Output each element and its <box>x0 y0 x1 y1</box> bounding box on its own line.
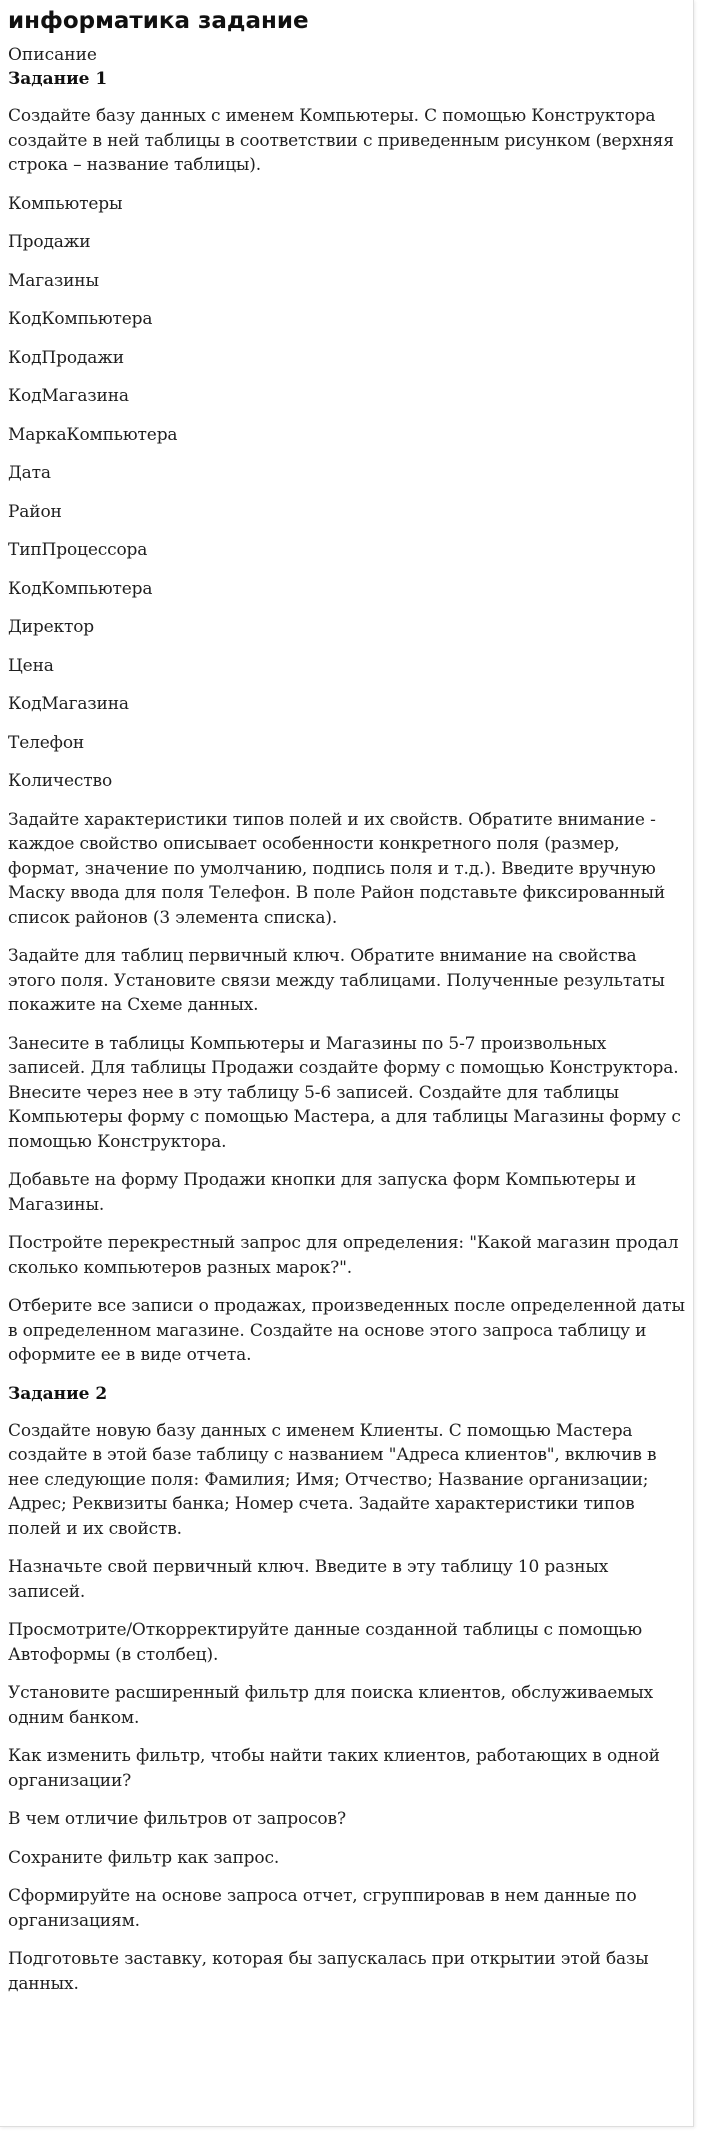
field-item: Компьютеры <box>8 193 123 214</box>
task-2-paragraph: Создайте новую базу данных с именем Клиенты. С помощью Мастера создайте в этой базе таблицу с названием "Адреса клиентов", включив в нее следующие поля: Фамилия; Имя; Отчество; Название организации; Адрес; Реквизиты банка; Номер счета. Задайте характеристики типов полей и их свойств. <box>8 1420 657 1539</box>
field-item: Директор <box>8 617 95 637</box>
task-1-paragraph: Занесите в таблицы Компьютеры и Магазины по 5-7 произвольных записей. Для таблицы Продажи создайте форму с помощью Конструктора. Внесите через нее в эту таблицу 5-6 записей. Создайте для таблицы Компьютеры форму с помощью Мастера, а для таблицы Магазины форму с помощью Конструктора. <box>8 1033 681 1152</box>
task-2-paragraph: Как изменить фильтр, чтобы найти таких клиентов, работающих в одной организации? <box>8 1746 660 1791</box>
task-2-paragraph: В чем отличие фильтров от запросов? <box>8 1809 346 1829</box>
field-item: Магазины <box>8 270 99 291</box>
field-item: Количество <box>8 771 113 791</box>
field-item: Дата <box>8 463 51 483</box>
task-2-paragraph: Подготовьте заставку, которая бы запускалась при открытии этой базы данных. <box>8 1949 649 1994</box>
field-item: Район <box>8 501 62 522</box>
field-item: Цена <box>8 655 54 676</box>
task-1-paragraph: Задайте характеристики типов полей и их свойств. Обратите внимание - каждое свойство описывает особенности конкретного поля (размер, формат, значение по умолчанию, подпись поля и т.д.). Введите вручную Маску ввода для поля Телефон. В поле Район подставьте фиксированный список районов (3 элемента списка). <box>8 809 666 928</box>
task-2-paragraph: Сохраните фильтр как запрос. <box>8 1847 280 1868</box>
field-item: КодПродажи <box>8 347 124 368</box>
task-1-paragraph: Добавьте на форму Продажи кнопки для запуска форм Компьютеры и Магазины. <box>8 1170 637 1215</box>
field-item: МаркаКомпьютера <box>8 424 178 445</box>
task-1-paragraph: Постройте перекрестный запрос для определения: "Какой магазин продал сколько компьютеров разных марок?". <box>8 1233 679 1278</box>
task-1-intro: Создайте базу данных с именем Компьютеры. С помощью Конструктора создайте в ней таблицы в соответствии с приведенным рисунком (верхняя строка – название таблицы). <box>8 106 674 175</box>
page-title: информатика задание <box>8 8 309 34</box>
field-item: КодМагазина <box>8 694 129 714</box>
task-1-heading: Задание 1 <box>8 69 108 89</box>
description-label: Описание <box>8 45 97 65</box>
task-1-paragraph: Отберите все записи о продажах, произведенных после определенной даты в определенном магазине. Создайте на основе этого запроса таблицу и оформите ее в виде отчета. <box>8 1296 685 1365</box>
task-1-paragraph: Задайте для таблиц первичный ключ. Обратите внимание на свойства этого поля. Установите связи между таблицами. Полученные результаты покажите на Схеме данных. <box>8 946 665 1015</box>
field-item: КодКомпьютера <box>8 578 153 599</box>
field-item: Телефон <box>8 732 85 753</box>
task-2-paragraph: Просмотрите/Откорректируйте данные созданной таблицы с помощью Автоформы (в столбец). <box>8 1620 643 1665</box>
field-item: КодКомпьютера <box>8 309 153 329</box>
field-item: ТипПроцессора <box>8 540 148 560</box>
task-2-paragraph: Сформируйте на основе запроса отчет, сгруппировав в нем данные по организациям. <box>8 1886 637 1931</box>
task-2-paragraph: Установите расширенный фильтр для поиска клиентов, обслуживаемых одним банком. <box>8 1683 654 1728</box>
field-item: КодМагазина <box>8 386 129 406</box>
task-2-heading: Задание 2 <box>8 1383 108 1404</box>
field-item: Продажи <box>8 232 91 252</box>
task-2-paragraph: Назначьте свой первичный ключ. Введите в эту таблицу 10 разных записей. <box>8 1557 609 1602</box>
